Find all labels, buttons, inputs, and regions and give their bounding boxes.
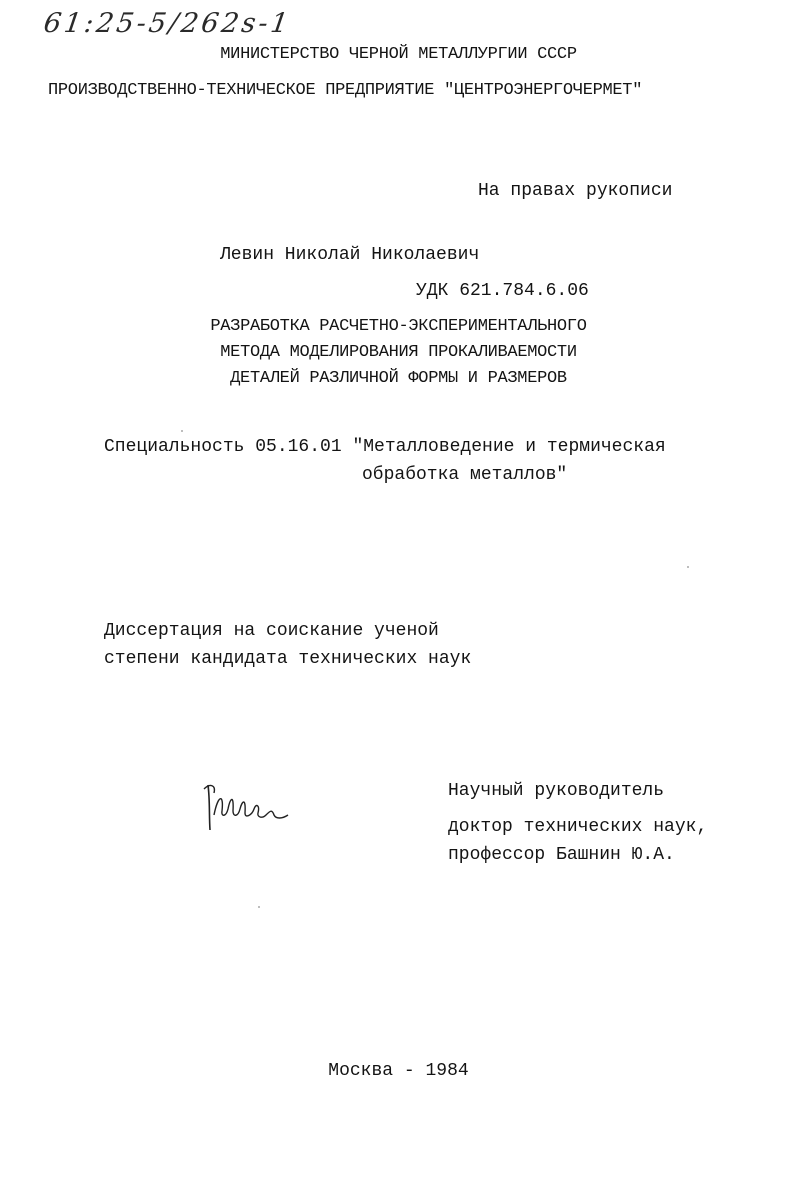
ministry-heading: МИНИСТЕРСТВО ЧЕРНОЙ МЕТАЛЛУРГИИ СССР — [220, 45, 577, 64]
city-year: Москва - 1984 — [328, 1061, 469, 1081]
scan-speck — [687, 566, 689, 568]
supervisor-role: Научный руководитель — [448, 781, 665, 801]
handwritten-catalog-number: 61:25-5/262s-1 — [41, 8, 294, 39]
title-line-2: МЕТОДА МОДЕЛИРОВАНИЯ ПРОКАЛИВАЕМОСТИ — [220, 343, 577, 362]
title-line-1: РАЗРАБОТКА РАСЧЕТНО-ЭКСПЕРИМЕНТАЛЬНОГО — [210, 317, 587, 336]
enterprise-heading: ПРОИЗВОДСТВЕННО-ТЕХНИЧЕСКОЕ ПРЕДПРИЯТИЕ "ЦЕНТРОЭНЕРГОЧЕРМЕТ" — [48, 81, 643, 100]
specialty-line-2: обработка металлов" — [362, 465, 568, 485]
udc-code: УДК 621.784.6.06 — [416, 281, 589, 301]
supervisor-degree: доктор технических наук, — [448, 817, 708, 837]
scan-speck — [258, 906, 260, 908]
specialty-line-1: Специальность 05.16.01 "Металловедение и термическая — [104, 437, 666, 457]
manuscript-rights-note: На правах рукописи — [478, 181, 673, 201]
scan-speck — [181, 430, 183, 432]
supervisor-name: профессор Башнин Ю.А. — [448, 845, 675, 865]
dissertation-line-1: Диссертация на соискание ученой — [104, 621, 439, 641]
dissertation-line-2: степени кандидата технических наук — [104, 649, 472, 669]
title-line-3: ДЕТАЛЕЙ РАЗЛИЧНОЙ ФОРМЫ И РАЗМЕРОВ — [230, 369, 567, 388]
author-name: Левин Николай Николаевич — [220, 245, 480, 265]
signature — [200, 775, 295, 835]
